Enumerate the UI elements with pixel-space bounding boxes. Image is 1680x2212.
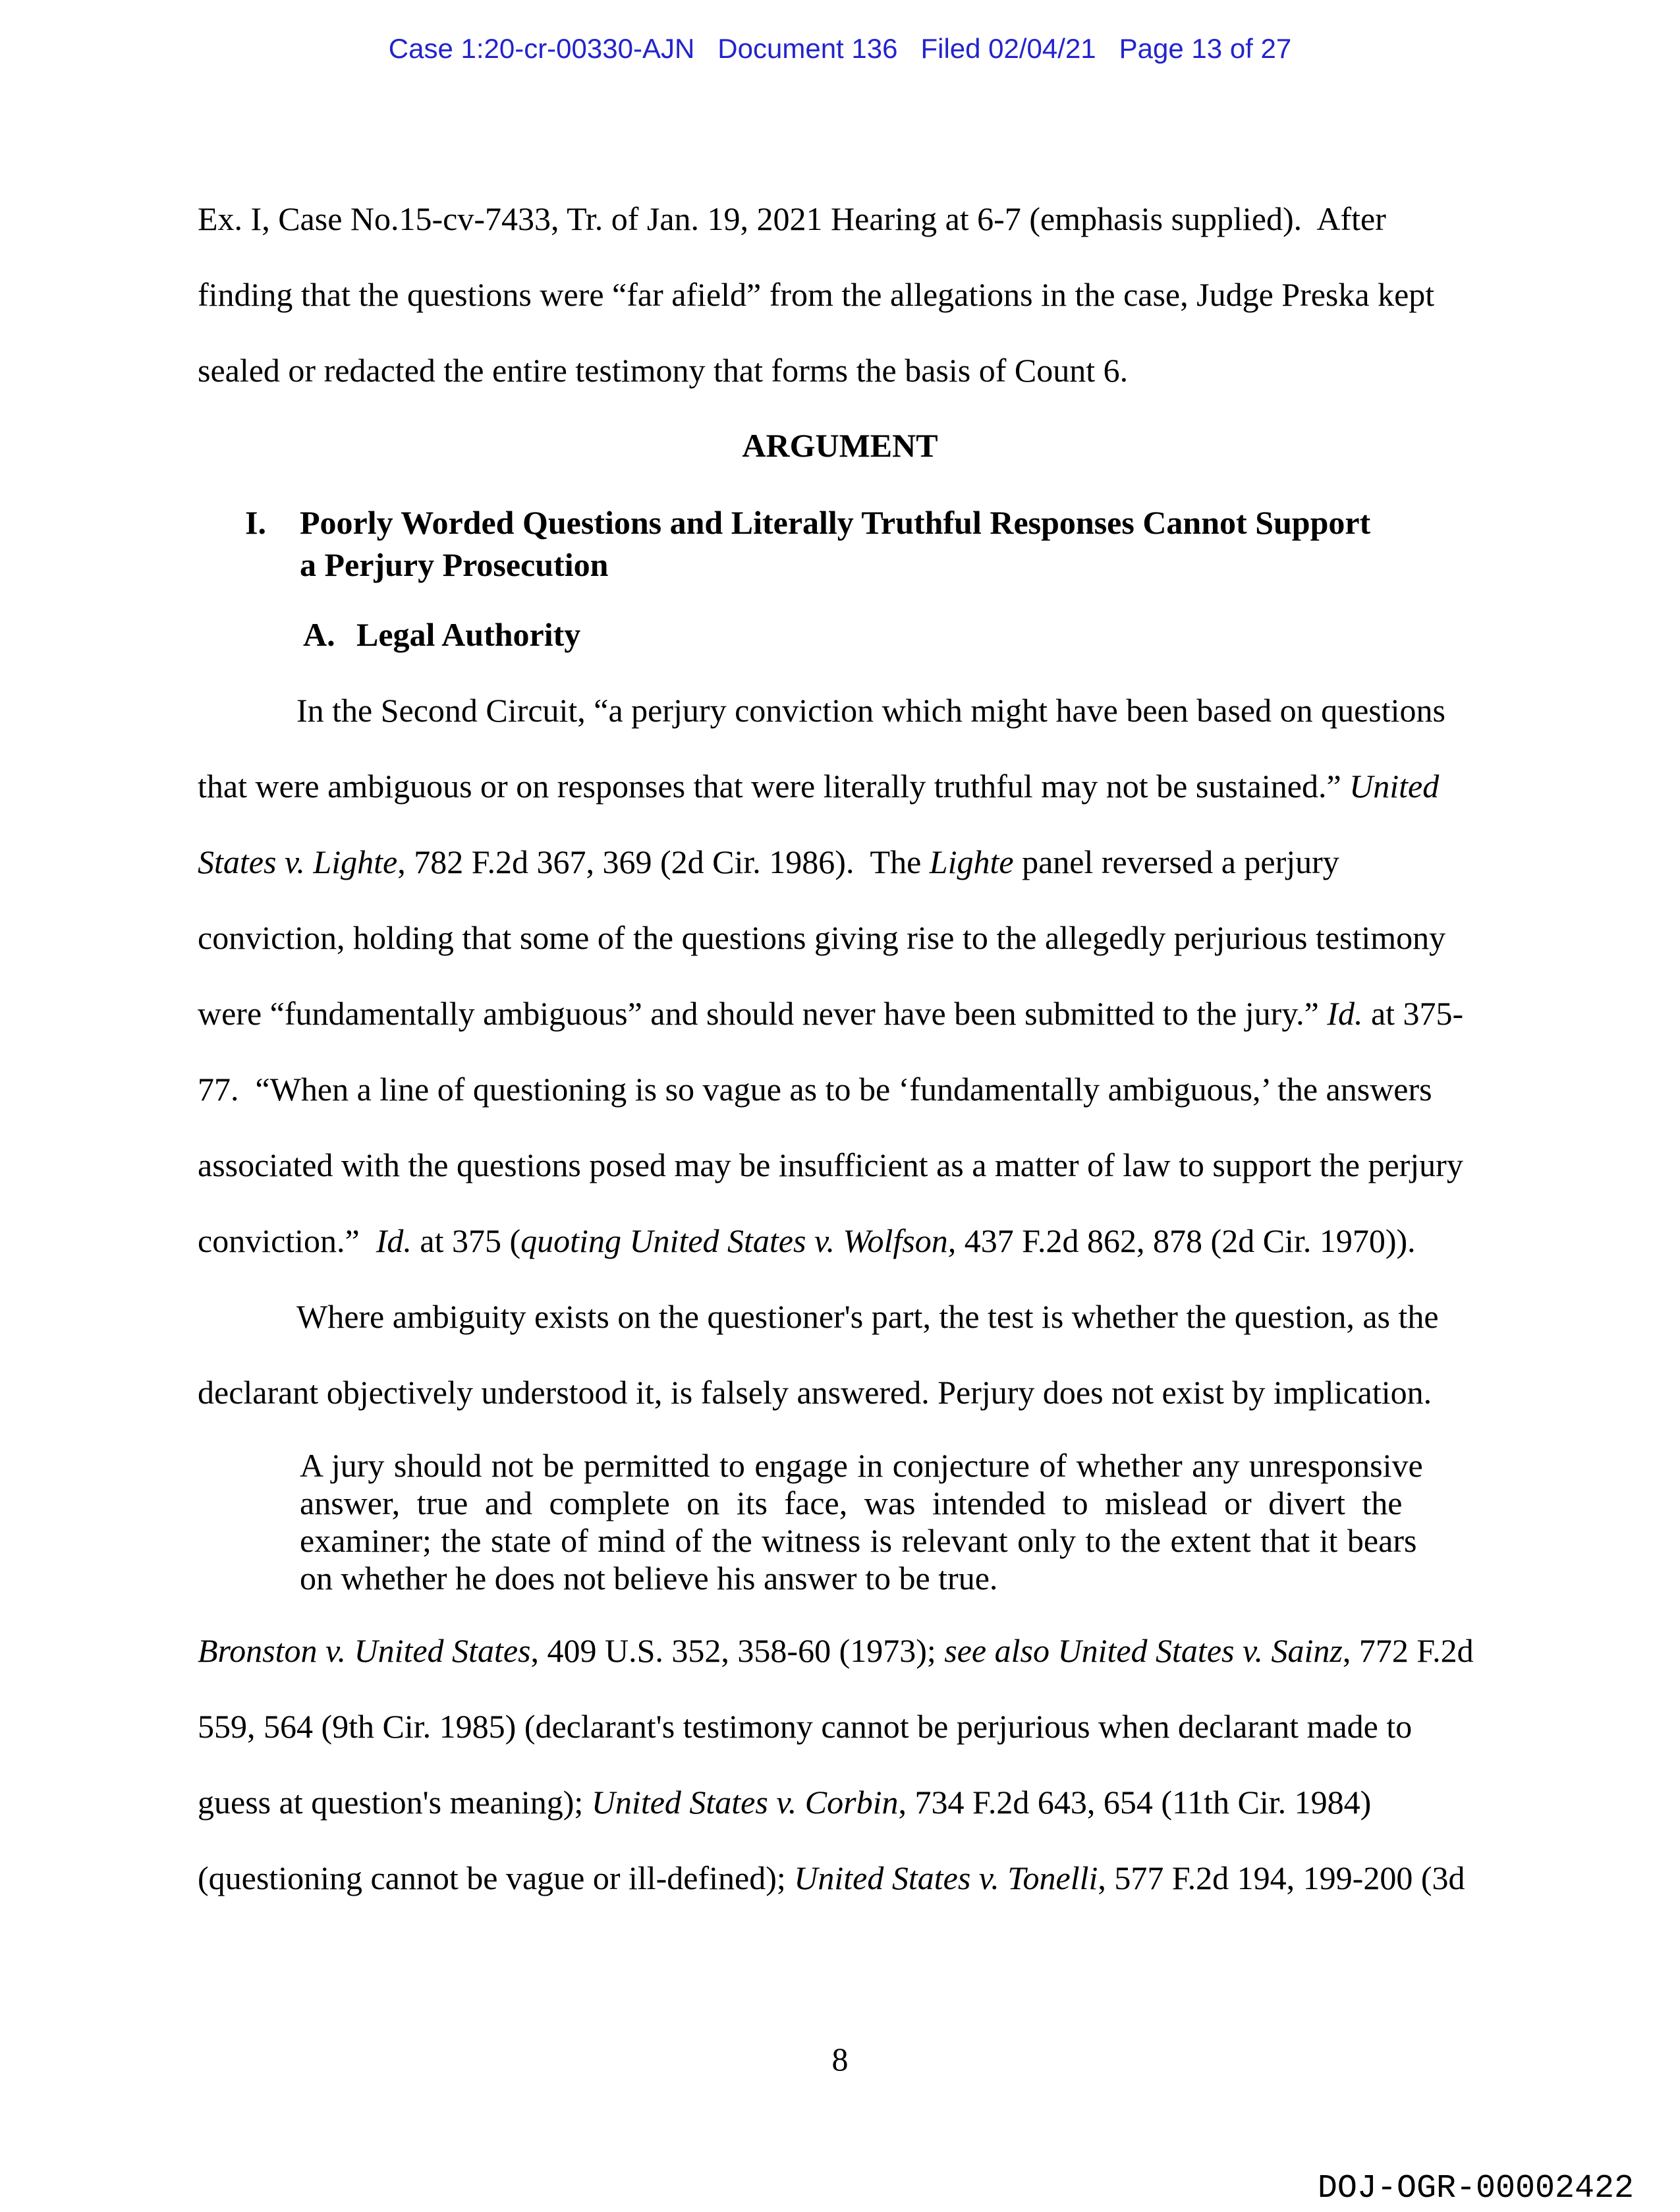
subsection-heading-a	[198, 613, 1548, 656]
italic-text-segment: Bronston v. United States	[198, 1632, 531, 1669]
text-segment: (questioning cannot be vague or ill-defined);	[198, 1859, 795, 1896]
text-segment: 77. “When a line of questioning is so vague as to be ‘fundamentally ambiguous,’ the answers	[198, 1071, 1432, 1108]
text-line: Ex. I, Case No.15-cv-7433, Tr. of Jan. 19, 2021 Hearing at 6-7 (emphasis supplied). After	[198, 200, 1386, 237]
text-line	[198, 976, 1464, 1052]
text-line: on whether he does not believe his answer to be true.	[300, 1560, 998, 1597]
text-line	[198, 1613, 1474, 1689]
text-segment: panel reversed a perjury	[1013, 843, 1339, 880]
text-line	[198, 749, 1443, 824]
text-line	[198, 1840, 1465, 1916]
text-segment: , 772 F.2d	[1342, 1632, 1474, 1669]
bates-number: DOJ-OGR-00002422	[1317, 2170, 1634, 2207]
heading-line	[303, 613, 1548, 656]
text-line: examiner; the state of mind of the witness is relevant only to the extent that it bears	[300, 1522, 1417, 1559]
italic-text-segment: quoting United States v. Wolfson,	[520, 1222, 957, 1259]
page-number: 8	[831, 2041, 849, 2078]
text-segment: at 375-	[1362, 995, 1464, 1032]
text-line: sealed or redacted the entire testimony that forms the basis of Count 6.	[198, 352, 1129, 389]
italic-text-segment: Lighte	[929, 843, 1014, 880]
heading-line	[245, 501, 1490, 544]
italic-text-segment: Id.	[1327, 995, 1363, 1032]
text-line	[198, 1765, 1443, 1840]
paragraph-legal-authority	[198, 673, 1464, 1279]
text-segment: 437 F.2d 862, 878 (2d Cir. 1970)).	[956, 1222, 1416, 1259]
text-segment: In the Second Circuit, “a perjury conviction which might have been based on questions	[296, 692, 1445, 729]
text-segment: , 734 F.2d 643, 654 (11th Cir. 1984)	[898, 1784, 1372, 1821]
italic-text-segment: United States v. Corbin	[591, 1784, 899, 1821]
italic-text-segment: United	[1349, 768, 1440, 805]
text-segment: , 409 U.S. 352, 358-60 (1973);	[530, 1632, 945, 1669]
text-segment: 559, 564 (9th Cir. 1985) (declarant's testimony cannot be perjurious when declarant made to	[198, 1708, 1413, 1745]
text-segment: at 375 (	[411, 1222, 521, 1259]
text-segment: guess at question's meaning);	[198, 1784, 592, 1821]
heading-text: Legal Authority	[356, 616, 581, 653]
italic-text-segment: United States v. Tonelli	[794, 1859, 1098, 1896]
heading-text: Poorly Worded Questions and Literally Truthful Responses Cannot Support	[300, 504, 1371, 541]
argument-heading: ARGUMENT	[742, 427, 938, 464]
section-heading-1	[198, 501, 1490, 586]
text-line	[198, 673, 1443, 749]
text-line: finding that the questions were “far afield” from the allegations in the case, Judge Preska kept	[198, 276, 1435, 313]
text-line	[198, 824, 1443, 900]
italic-text-segment: States v. Lighte	[198, 843, 398, 880]
italic-text-segment: see also United States v. Sainz	[944, 1632, 1343, 1669]
text-line	[198, 1127, 1463, 1203]
subsection-letter: A.	[303, 616, 335, 653]
text-line	[198, 1203, 1443, 1279]
italic-text-segment: Id.	[376, 1222, 412, 1259]
text-line: Where ambiguity exists on the questioner's part, the test is whether the question, as the	[296, 1298, 1439, 1335]
paragraph-ambiguity-test	[198, 1279, 1443, 1431]
text-segment: associated with the questions posed may be insufficient as a matter of law to support the perjury	[198, 1147, 1463, 1183]
text-line: A jury should not be permitted to engage in conjecture of whether any unresponsive	[300, 1447, 1423, 1484]
text-segment: conviction, holding that some of the questions giving rise to the allegedly perjurious testimony	[198, 919, 1446, 956]
text-line	[198, 1689, 1443, 1765]
block-quote	[300, 1447, 1423, 1597]
text-line: declarant objectively understood it, is falsely answered. Perjury does not exist by implication.	[198, 1374, 1432, 1411]
heading-line: a Perjury Prosecution	[300, 546, 609, 583]
text-segment: that were ambiguous or on responses that were literally truthful may not be sustained.”	[198, 768, 1350, 805]
text-segment: were “fundamentally ambiguous” and should never have been submitted to the jury.”	[198, 995, 1328, 1032]
text-line	[198, 900, 1446, 976]
case-stamp-header: Case 1:20-cr-00330-AJN Document 136 Filed 02/04/21 Page 13 of 27	[388, 33, 1292, 64]
text-segment: , 577 F.2d 194, 199-200 (3d	[1098, 1859, 1465, 1896]
section-number: I.	[245, 504, 266, 541]
text-segment: , 782 F.2d 367, 369 (2d Cir. 1986). The	[397, 843, 930, 880]
text-line: answer, true and complete on its face, was intended to mislead or divert the	[300, 1485, 1403, 1521]
text-line	[198, 1052, 1443, 1127]
paragraph-citations	[198, 1613, 1474, 1916]
text-segment: conviction.”	[198, 1222, 376, 1259]
paragraph-continuation	[198, 181, 1443, 409]
